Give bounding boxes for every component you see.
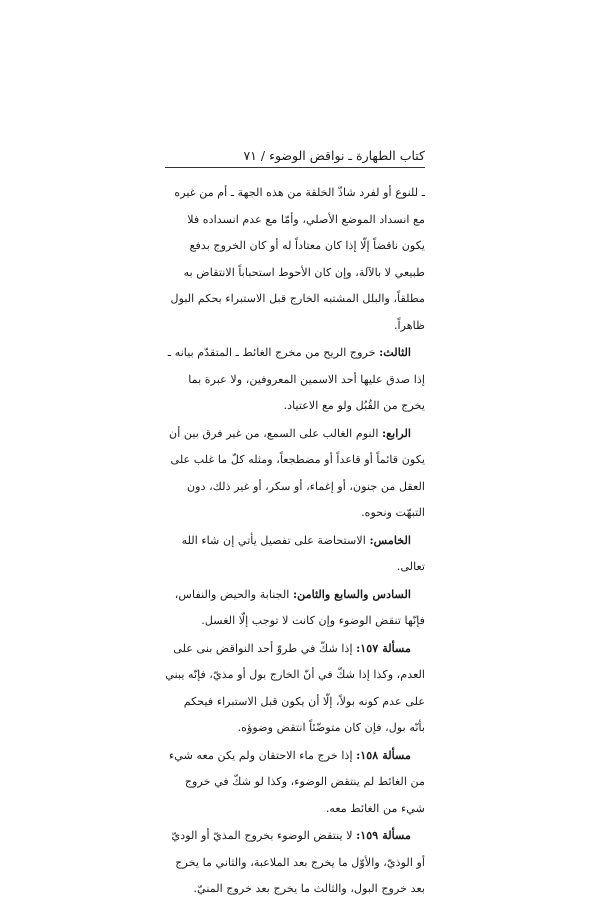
paragraph-text: لا ينتقض الوضوء بخروج المذيّ أو الوديّ أو الوذيّ، والأوّل ما يخرج بعد الملاعبة، والثاني ما يخرج بعد خروج البول، والثالث ما يخرج بعد خروج المنيّ. [171, 829, 425, 895]
paragraph-text: إذا شكّ في طروّ أحد النواقض بنى على العدم، وكذا إذا شكّ في أنّ الخارج بول أو مذيّ، فإنّه يبني على عدم كونه بولاً، إلّا أن يكون قبل الاستبراء فيحكم بأنّه بول، فإن كان متوضّئاً انتقض وضوؤه. [165, 641, 425, 734]
page-body [165, 180, 425, 903]
header-rule [165, 167, 425, 168]
paragraph-text: إذا خرج ماء الاحتقان ولم يكن معه شيء من الغائط لم ينتقض الوضوء، وكذا لو شكّ في خروج شيء من الغائط معه. [169, 748, 425, 815]
issue-157 [165, 635, 425, 742]
paragraph-text: ـ للنوع أو لفرد شاذّ الخلقة من هذه الجهة ـ أم من غيره مع انسداد الموضع الأصلي، وأمّا مع عدم انسداده فلا يكون ناقضاً إلّا إذا كان معتاداً له أو كان الخروج بدفع طبيعي لا بالآلة، وإن كان الأحوط استحباباً الانتقاض به مطلقاً، والبلل المشتبه الخارج قبل الاستبراء بحكم البول ظاهراً. [170, 186, 425, 332]
issue-158 [165, 742, 425, 823]
issue-lead: مسألة ١٥٩: [356, 828, 411, 842]
paragraph-fourth-nullifier [165, 420, 425, 527]
issue-159 [165, 822, 425, 903]
paragraph-text: الاستحاضة على تفصيل يأتي إن شاء الله تعالى. [181, 533, 425, 573]
paragraph-fifth-nullifier [165, 527, 425, 581]
section-lead: الخامس: [369, 532, 411, 547]
paragraph-continued [165, 180, 425, 339]
paragraph-text: الجنابة والحيض والنفاس، فإنّها تنقض الوضوء وإن كانت لا توجب إلّا الغسل. [174, 587, 425, 627]
section-lead: الثالث: [379, 345, 411, 359]
section-lead: الرابع: [382, 425, 411, 440]
running-header: كتاب الطهارة ـ نواقض الوضوء / ٧١ [243, 148, 425, 163]
issue-lead: مسألة ١٥٨: [356, 747, 411, 762]
paragraph-sixth-to-eighth [165, 581, 425, 635]
paragraph-text: خروج الريح من مخرج الغائط ـ المتقدّم بيانه ـ إذا صدق عليها أحد الاسمين المعروفين، ولا عبرة بما يخرج من القُبُل ولو مع الاعتياد. [167, 346, 425, 412]
paragraph-third-nullifier [165, 339, 425, 420]
section-lead: السادس والسابع والثامن: [292, 586, 411, 601]
issue-lead: مسألة ١٥٧: [356, 640, 411, 655]
paragraph-text: النوم الغالب على السمع، من غير فرق بين أن يكون قائماً أو قاعداً أو مضطجعاً، ومثله كلّ ما غلب على العقل من جنون، أو إغماء، أو سكر، أو غير ذلك، دون التبهّت ونحوه. [169, 426, 425, 519]
